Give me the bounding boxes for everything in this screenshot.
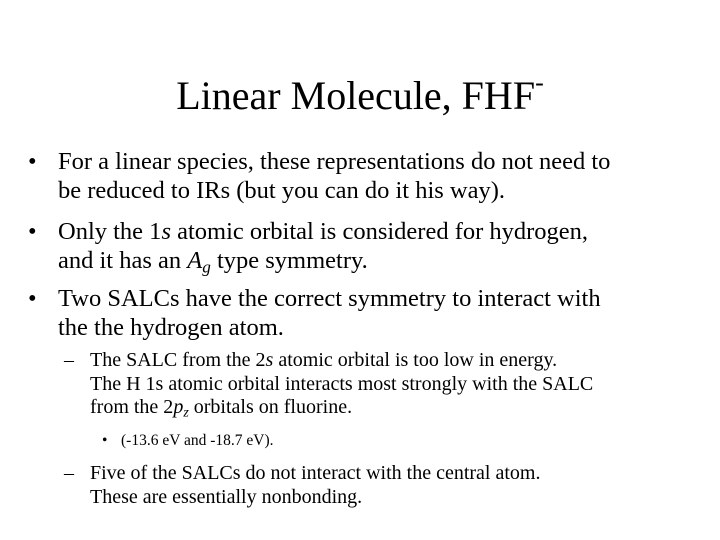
bullet-item	[28, 217, 698, 277]
text-run-subscript: g	[202, 257, 211, 277]
sub-bullet-item	[64, 349, 690, 421]
text-run: atomic orbital is too low in energy.	[273, 349, 558, 371]
bullet-item	[28, 147, 698, 205]
text-run: from the 2	[90, 396, 174, 418]
bullet-line	[58, 176, 698, 205]
text-run: (-13.6 eV and -18.7 eV).	[121, 432, 274, 449]
text-run: the the hydrogen atom.	[58, 314, 284, 341]
bullet-marker: •	[28, 285, 37, 312]
text-run: For a linear species, these representations do not need to	[58, 148, 611, 175]
sub-bullet-line	[90, 349, 690, 373]
text-run: The SALC from the 2	[90, 349, 266, 371]
bullet-line	[58, 313, 698, 342]
bullet-line	[58, 147, 698, 176]
slide-title-text: Linear Molecule, FHF	[176, 73, 536, 118]
text-run: be reduced to IRs (but you can do it his way).	[58, 177, 506, 204]
text-run-italic: s	[161, 218, 171, 245]
text-run-italic: s	[265, 349, 274, 371]
text-run: orbitals on fluorine.	[188, 396, 353, 418]
bullet-marker: •	[28, 218, 37, 245]
text-run: Two SALCs have the correct symmetry to interact with	[58, 285, 601, 312]
text-run-italic: p	[173, 396, 184, 418]
slide-title	[0, 68, 720, 120]
sub-bullet-marker: –	[64, 462, 74, 484]
sub-sub-bullet-marker: •	[102, 432, 108, 449]
text-run: atomic orbital is considered for hydrogen,	[170, 218, 589, 245]
text-run: The H 1s atomic orbital interacts most strongly with the SALC	[90, 372, 594, 395]
sub-bullet-line	[90, 373, 690, 397]
text-run: and it has an	[58, 247, 188, 274]
text-run-italic: A	[187, 247, 203, 274]
bullet-line	[58, 246, 698, 275]
bullet-line	[58, 217, 698, 246]
sub-sub-bullet-line	[121, 431, 274, 451]
text-run: These are essentially nonbonding.	[90, 485, 363, 508]
bullet-marker: •	[28, 148, 37, 175]
bullet-item	[28, 284, 698, 342]
sub-bullet-marker: –	[64, 349, 74, 371]
sub-bullet-line	[90, 396, 690, 420]
text-run: type symmetry.	[210, 247, 368, 274]
text-run: Only the 1	[58, 218, 162, 245]
bullet-line	[58, 284, 698, 313]
text-run-subscript: z	[183, 405, 189, 421]
sub-sub-bullet-item	[102, 431, 274, 451]
text-run: Five of the SALCs do not interact with the central atom.	[90, 462, 541, 484]
sub-bullet-line	[90, 462, 690, 486]
sub-bullet-line	[90, 486, 690, 510]
sub-bullet-item	[64, 462, 690, 509]
slide-title-superscript: -	[535, 68, 544, 97]
